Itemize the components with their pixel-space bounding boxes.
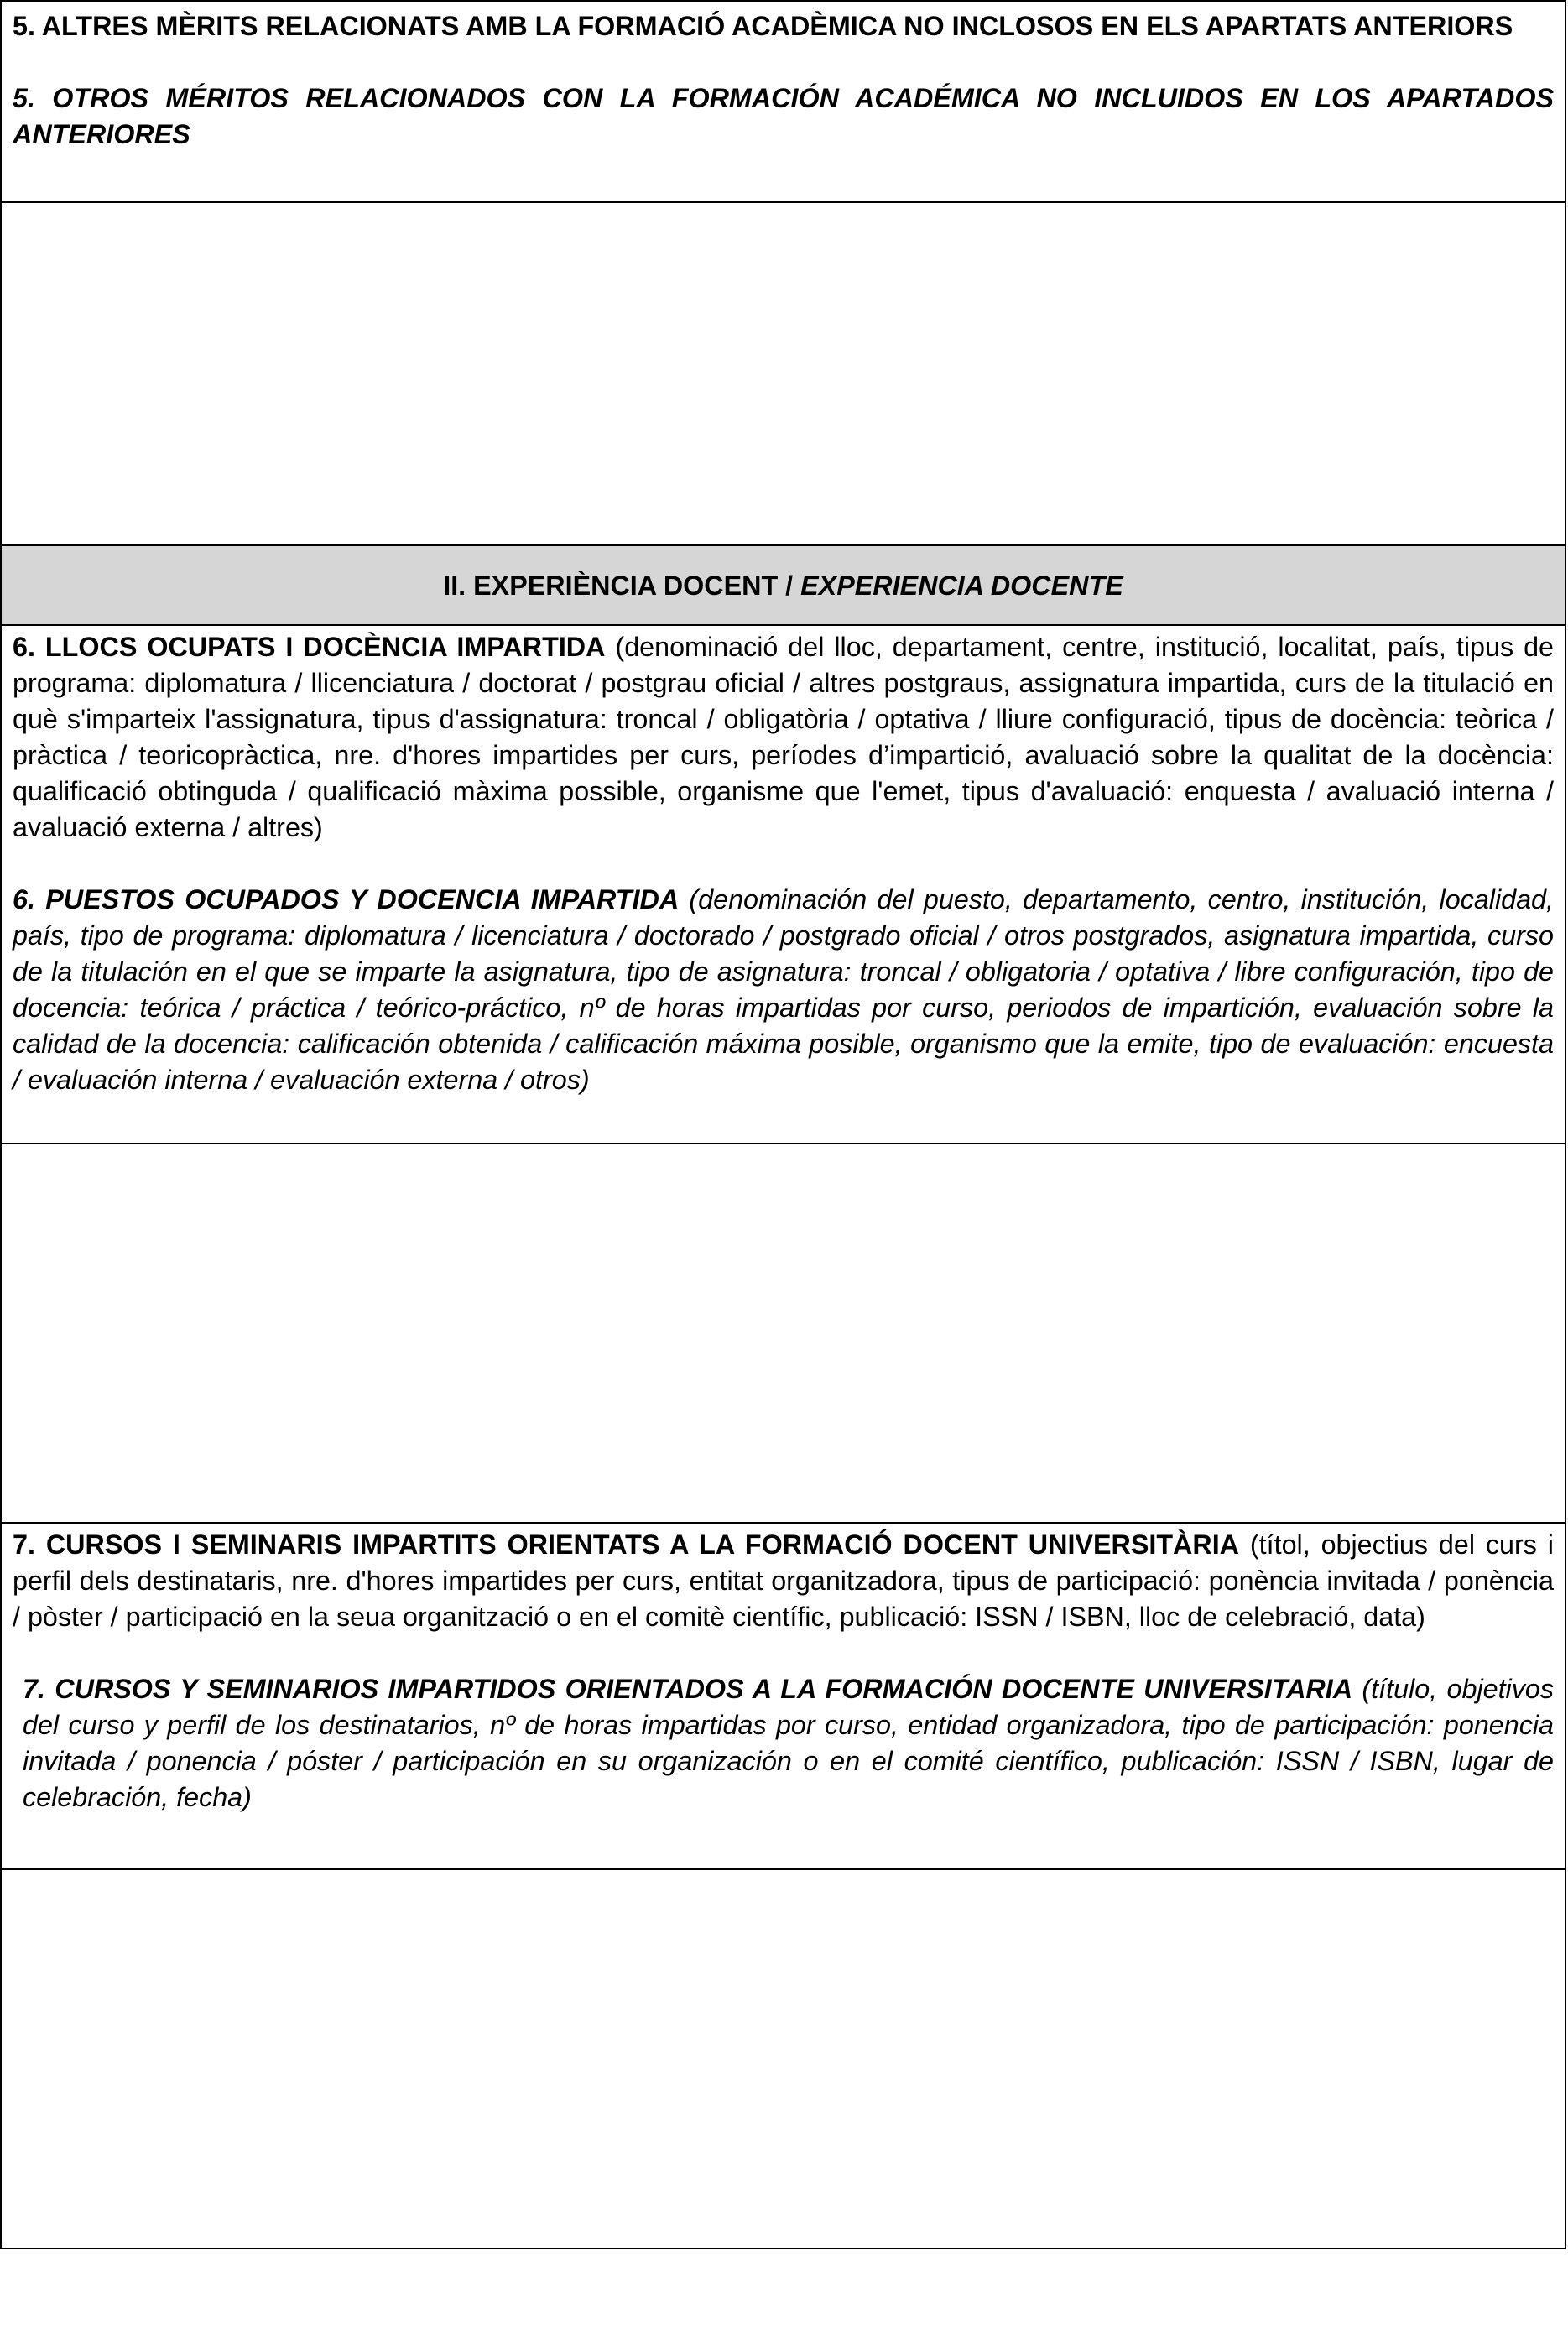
section-ii-header <box>2 546 1565 626</box>
section-5-title-es-text: 5. OTROS MÉRITOS RELACIONADOS CON LA FORMACIÓN ACADÉMICA NO INCLUIDOS EN LOS APARTADOS ANTERIORES <box>13 83 1554 149</box>
section-5-title-ca-text: 5. ALTRES MÈRITS RELACIONATS AMB LA FORMACIÓ ACADÈMICA NO INCLOSOS EN ELS APARTATS ANTERIORS <box>13 11 1513 41</box>
section-5-title-catalan <box>13 8 1554 44</box>
section-6-header <box>2 626 1565 1144</box>
section-7-title-es: 7. CURSOS Y SEMINARIOS IMPARTIDOS ORIENTADOS A LA FORMACIÓN DOCENTE UNIVERSITARIA <box>23 1674 1353 1704</box>
section-ii-title-ca: II. EXPERIÈNCIA DOCENT / <box>443 571 801 601</box>
section-7-answer-field[interactable] <box>2 1870 1565 2249</box>
section-7-description-catalan <box>13 1527 1554 1635</box>
section-6-description-catalan <box>13 629 1554 846</box>
section-7-desc-ca: (títol, objectius del curs i perfil dels destinataris, nre. d'hores impartides per curs, entitat organitzadora, tipus de participació: ponència invitada / ponència / pòster / participació en la seua organització o en el comitè científic, publicació: ISSN / ISBN, lloc de celebració, data) <box>13 1529 1554 1632</box>
section-7-title-ca: 7. CURSOS I SEMINARIS IMPARTITS ORIENTATS A LA FORMACIÓ DOCENT UNIVERSITÀRIA <box>13 1529 1240 1560</box>
section-7-description-spanish <box>13 1671 1554 1816</box>
section-6-title-ca: 6. LLOCS OCUPATS I DOCÈNCIA IMPARTIDA <box>13 632 606 662</box>
section-6-description-spanish <box>13 882 1554 1098</box>
section-6-desc-ca: (denominació del lloc, departament, centre, institució, localitat, país, tipus de programa: diplomatura / llicenciatura / doctorat / postgrau oficial / altres postgraus, assignatura impartida, curs de la titulació en què s'imparteix l'assignatura, tipus d'assignatura: troncal / obligatòria / optativa / lliure configuració, tipus de docència: teòrica / pràctica / teoricopràctica, nre. d'hores impartides per curs, períodes d’impartició, avaluació sobre la qualitat de la docència: qualificació obtinguda / qualificació màxima possible, organisme que l'emet, tipus d'avaluació: enquesta / avaluació interna / avaluació externa / altres) <box>13 632 1555 842</box>
section-6-title-es: 6. PUESTOS OCUPADOS Y DOCENCIA IMPARTIDA <box>13 884 680 914</box>
section-5-answer-field[interactable] <box>2 203 1565 546</box>
section-7-header <box>2 1524 1565 1870</box>
section-7-desc-es: (título, objetivos del curso y perfil de los destinatarios, nº de horas impartidas por curso, entidad organizadora, tipo de participación: ponencia invitada / ponencia / póster / participación en su organización o en el comité científico, publicación: ISSN / ISBN, lugar de celebración, fecha) <box>23 1674 1554 1812</box>
section-ii-title-es: EXPERIENCIA DOCENTE <box>800 571 1123 601</box>
section-6-desc-es: (denominación del puesto, departamento, centro, institución, localidad, país, tipo de programa: diplomatura / licenciatura / doctorado / postgrado oficial / otros postgrados, asignatura impartida, curso de la titulación en el que se imparte la asignatura, tipo de asignatura: troncal / obligatoria / optativa / libre configuración, tipo de docencia: teórica / práctica / teórico-práctico, nº de horas impartidas por curso, periodos de impartición, evaluación sobre la calidad de la docencia: calificación obtenida / calificación máxima posible, organismo que la emite, tipo de evaluación: encuesta / evaluación interna / evaluación externa / otros) <box>13 884 1554 1095</box>
section-6-answer-field[interactable] <box>2 1144 1565 1524</box>
section-5-header <box>2 2 1565 203</box>
section-5-title-spanish <box>13 81 1554 153</box>
